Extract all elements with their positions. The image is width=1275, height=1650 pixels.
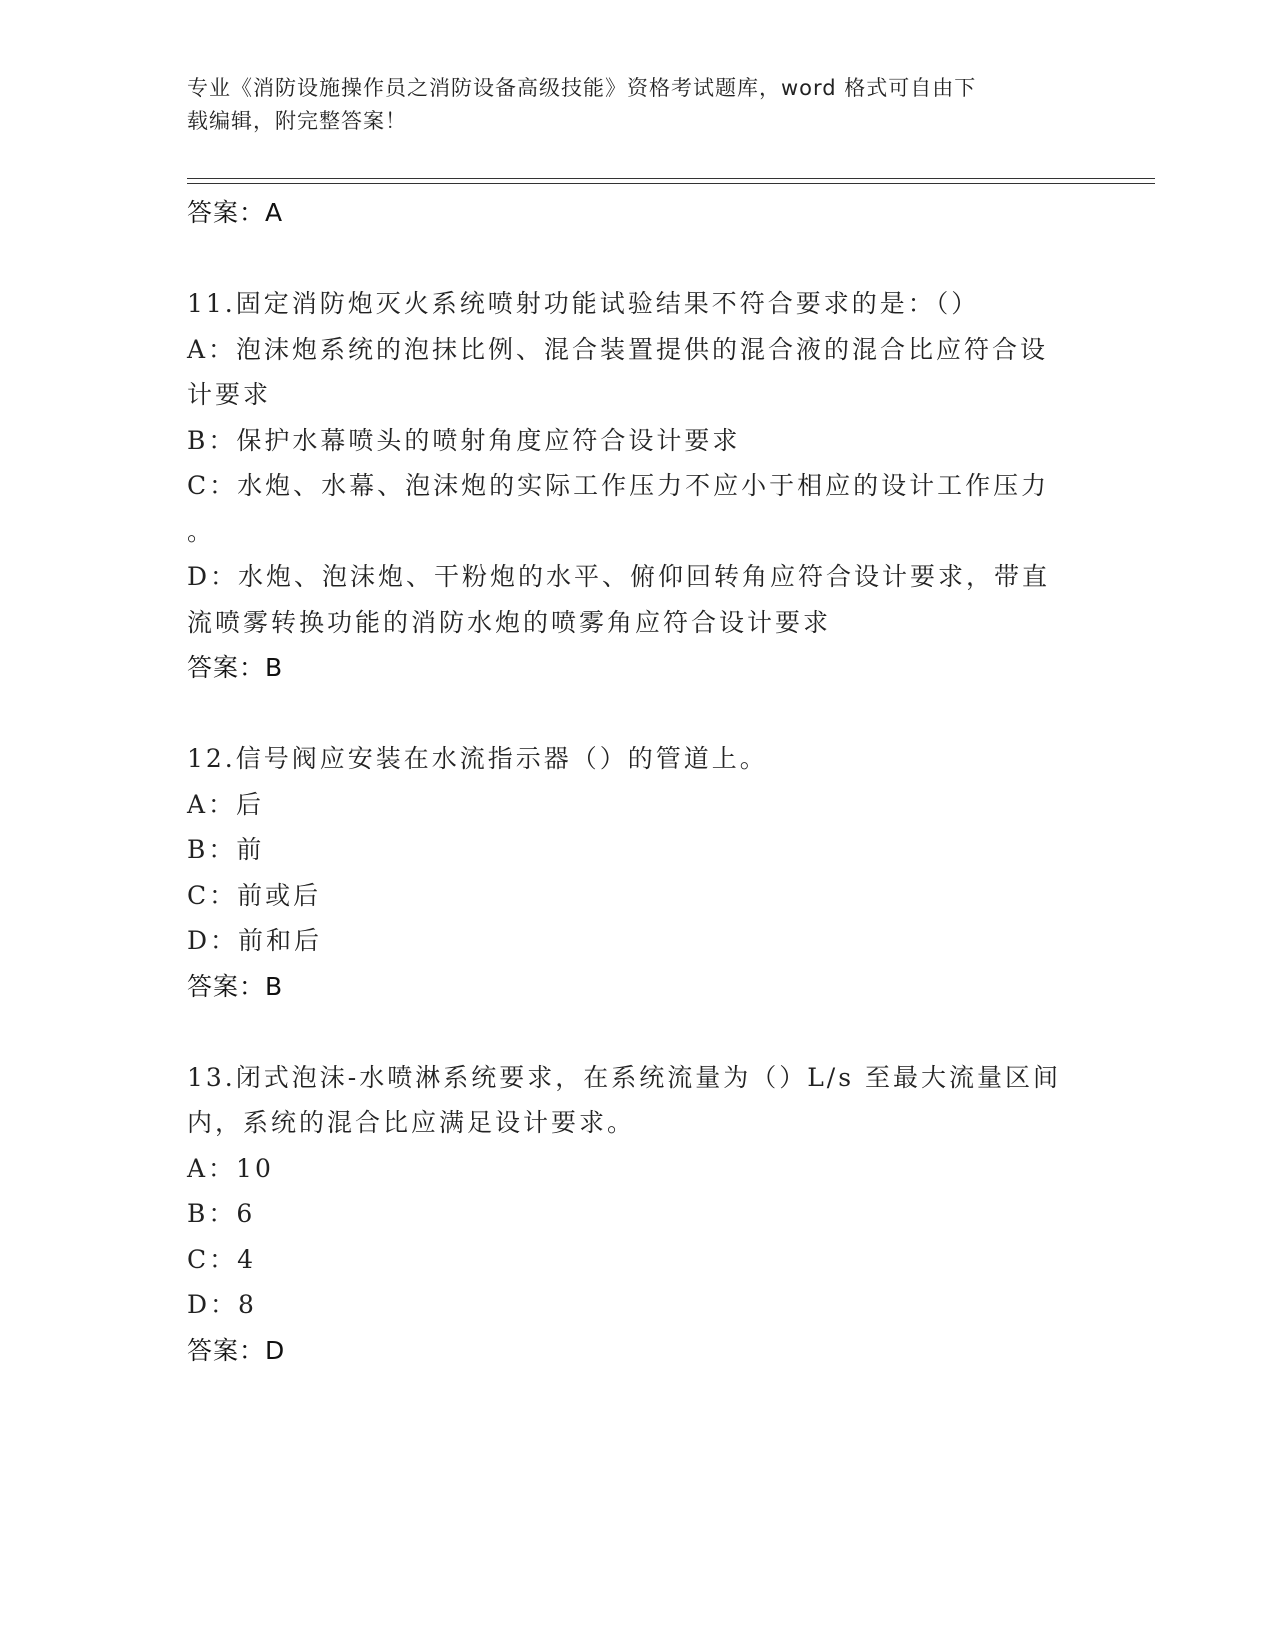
option-text: A：泡沫炮系统的泡抹比例、混合装置提供的混合液的混合比应符合设 (187, 334, 1049, 364)
question-block (187, 1055, 1087, 1374)
option-d (187, 554, 1087, 645)
header-line-1: 专业《消防设施操作员之消防设备高级技能》资格考试题库，word 格式可自由下 (187, 76, 977, 100)
header-divider-top (187, 178, 1155, 179)
option-c: C：4 (187, 1244, 257, 1274)
option-text: C：水炮、水幕、泡沫炮的实际工作压力不应小于相应的设计工作压力 (187, 471, 1050, 500)
question-content (187, 190, 1087, 1373)
question-stem: 13.闭式泡沫-水喷淋系统要求，在系统流量为（）L/s 至最大流量区间 (187, 1062, 1062, 1092)
option-a: A：后 (187, 789, 265, 819)
previous-answer: 答案：A (187, 198, 284, 227)
spacer (187, 236, 1087, 282)
page-header (187, 72, 1067, 138)
option-c: C：前或后 (187, 880, 322, 910)
question-stem-continued: 内，系统的混合比应满足设计要求。 (187, 1108, 636, 1137)
question-answer: 答案：B (187, 653, 284, 682)
option-d: D：前和后 (187, 926, 323, 955)
option-a: A：10 (187, 1153, 274, 1183)
option-b: B：6 (187, 1199, 256, 1228)
header-line-2: 载编辑，附完整答案！ (187, 109, 407, 133)
question-answer: 答案：B (187, 971, 284, 1001)
question-block (187, 281, 1087, 691)
question-stem: 11.固定消防炮灭火系统喷射功能试验结果不符合要求的是：（） (187, 289, 980, 318)
option-c (187, 463, 1087, 554)
question-block (187, 736, 1087, 1009)
question-answer: 答案：D (187, 1335, 286, 1365)
option-text: B：保护水幕喷头的喷射角度应符合设计要求 (187, 425, 741, 455)
option-a (187, 327, 1087, 418)
question-stem: 12.信号阀应安装在水流指示器（）的管道上。 (187, 744, 768, 773)
spacer (187, 1009, 1087, 1055)
option-text-continued: 计要求 (187, 380, 272, 409)
spacer (187, 691, 1087, 737)
option-text: D：水炮、泡沫炮、干粉炮的水平、俯仰回转角应符合设计要求，带直 (187, 562, 1051, 591)
header-divider-bottom (187, 183, 1155, 184)
option-b (187, 418, 1087, 464)
option-text-continued: 。 (187, 516, 216, 546)
option-b: B：前 (187, 835, 265, 864)
option-d: D：8 (187, 1290, 257, 1319)
option-text-continued: 流喷雾转换功能的消防水炮的喷雾角应符合设计要求 (187, 607, 832, 637)
